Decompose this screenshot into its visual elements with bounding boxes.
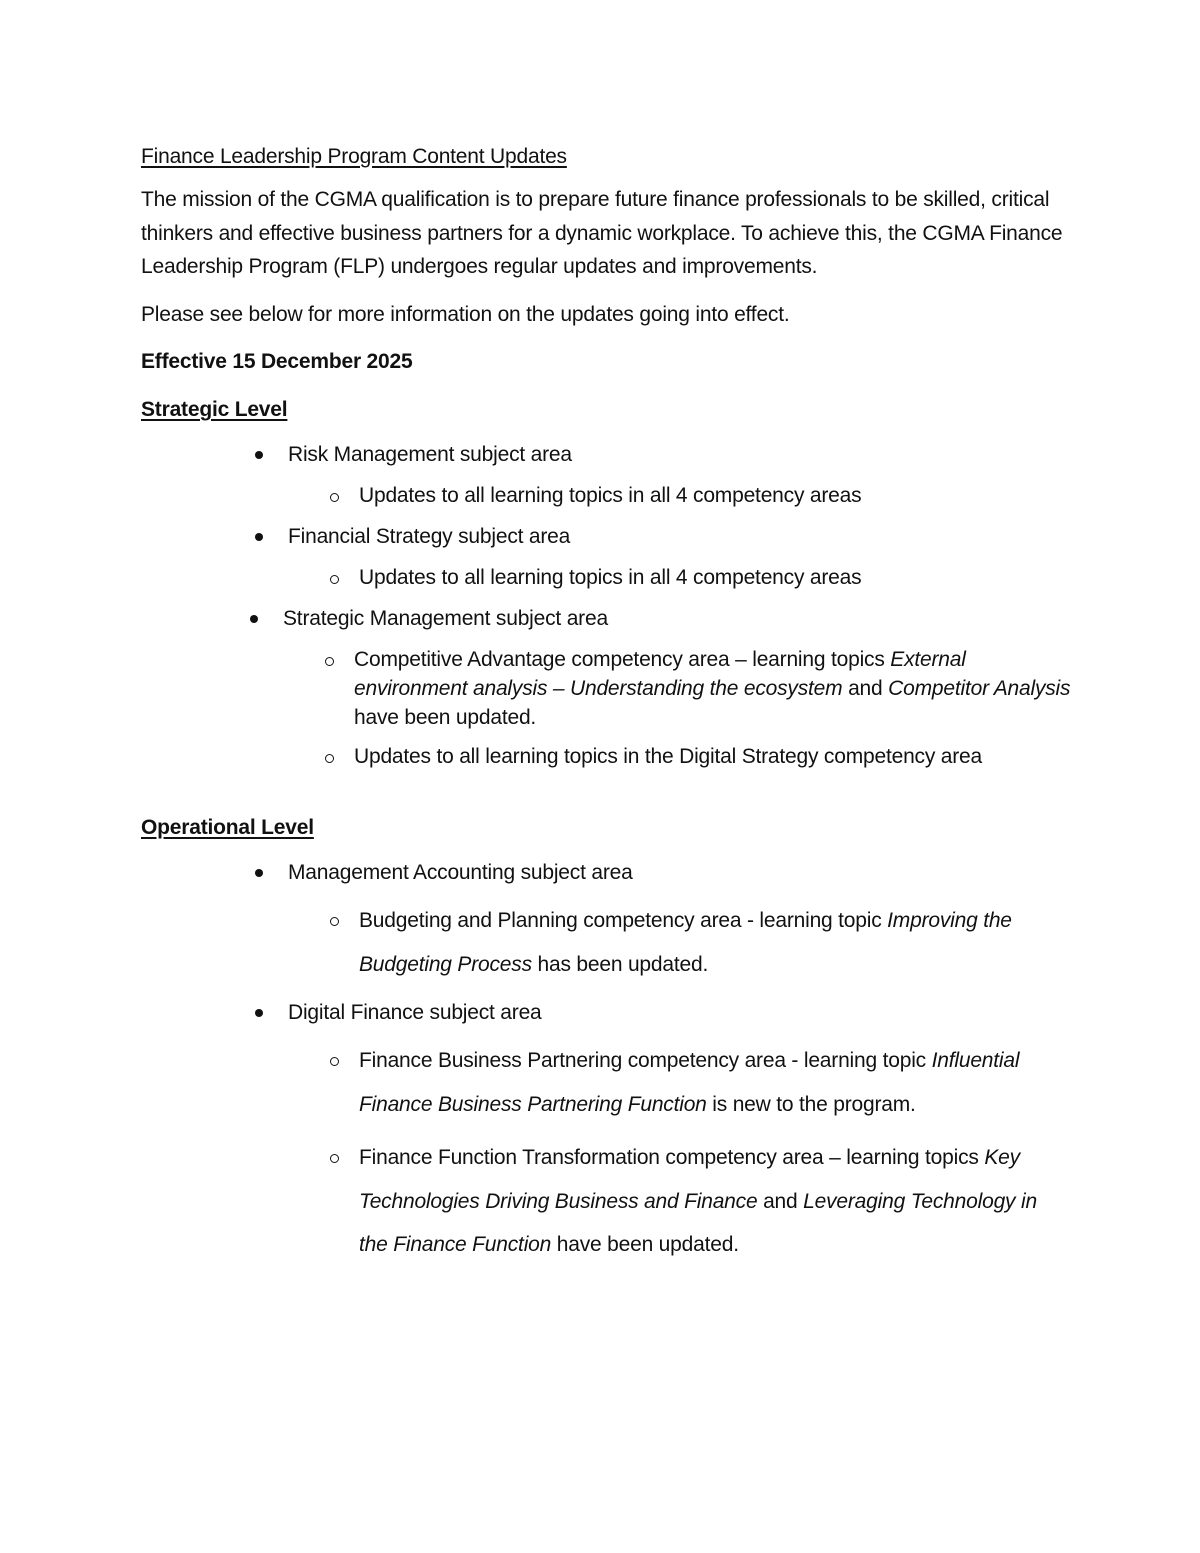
bullet-circle-icon [325,657,334,666]
bullet-circle-icon [330,493,339,502]
bullet-circle-icon [330,575,339,584]
list-item-strategic-management [141,602,1071,771]
text-run: Competitive Advantage competency area – learning topics [354,648,891,671]
bullet-circle-icon [330,917,339,926]
bullet-disc-icon [255,1009,263,1017]
subject-area-label: Risk Management subject area [288,443,572,466]
list-item-management-accounting [141,856,1071,986]
text-run: is new to the program. [706,1092,916,1116]
list-item-risk-management [141,438,1071,510]
list-item [283,645,1071,732]
text-run: and [842,677,889,700]
italic-topic: External environment analysis – Understanding the ecosystem [354,648,966,700]
bullet-circle-icon [325,754,334,763]
text-run: have been updated. [354,706,537,729]
subject-area-label: Digital Finance subject area [288,1001,542,1024]
text-run: have been updated. [551,1233,739,1256]
sub-list [288,481,1071,510]
text-run: Budgeting and Planning competency area - learning topic [359,909,888,932]
bullet-disc-icon [255,451,263,459]
italic-topic: Key Technologies Driving Business and Finance [359,1146,1020,1213]
subject-area-label: Strategic Management subject area [283,607,608,630]
list-item-text [354,645,1071,732]
subject-area-label: Management Accounting subject area [288,861,633,884]
list-item [288,481,1071,510]
bullet-disc-icon [250,615,258,623]
bullet-disc-icon [255,533,263,541]
list-item-text: Updates to all learning topics in all 4 competency areas [359,566,862,589]
subject-area-label: Financial Strategy subject area [288,525,571,548]
italic-topic: Improving the Budgeting Process [359,909,1012,976]
operational-subject-list [141,856,1071,1267]
list-item-text [359,899,1071,986]
list-item-text: Updates to all learning topics in all 4 competency areas [359,484,862,507]
document-title: Finance Leadership Program Content Updates [141,145,567,168]
operational-level-heading: Operational Level [141,816,314,839]
list-item-text [359,1039,1071,1126]
strategic-subject-list [141,438,1071,771]
list-item [288,899,1071,986]
list-item [283,742,1071,771]
intro-paragraph: The mission of the CGMA qualification is to prepare future finance professionals to be skilled, critical thinkers and effective business partners for a dynamic workplace. To achieve this, the CGMA Finance Leadership Program (FLP) undergoes regular updates and improvements. [141,188,1063,278]
bullet-disc-icon [255,869,263,877]
list-item [288,1136,1071,1267]
list-item [288,1039,1071,1126]
bullet-circle-icon [330,1154,339,1163]
list-item [288,563,1071,592]
list-item-text [359,1136,1071,1267]
text-run: and [757,1189,804,1213]
italic-topic: Leveraging Technology in the Finance Function [359,1189,1037,1256]
strategic-level-heading: Strategic Level [141,398,288,421]
list-item-financial-strategy [141,520,1071,592]
see-below-paragraph: Please see below for more information on the updates going into effect. [141,302,790,326]
sub-list [288,563,1071,592]
bullet-circle-icon [330,1057,339,1066]
sub-list [283,645,1071,771]
text-run: has been updated. [531,952,709,976]
text-run: Finance Function Transformation competency area – learning topics [359,1146,985,1169]
document-page [141,143,1071,1277]
italic-topic: Competitor Analysis [888,677,1071,700]
effective-date-heading: Effective 15 December 2025 [141,350,413,373]
list-item-digital-finance [141,996,1071,1267]
sub-list [288,899,1071,986]
sub-list [288,1039,1071,1267]
text-run: Finance Business Partnering competency area - learning topic [359,1049,932,1072]
list-item-text: Updates to all learning topics in the Digital Strategy competency area [354,745,983,768]
italic-topic: Influential Finance Business Partnering Function [359,1049,1020,1116]
